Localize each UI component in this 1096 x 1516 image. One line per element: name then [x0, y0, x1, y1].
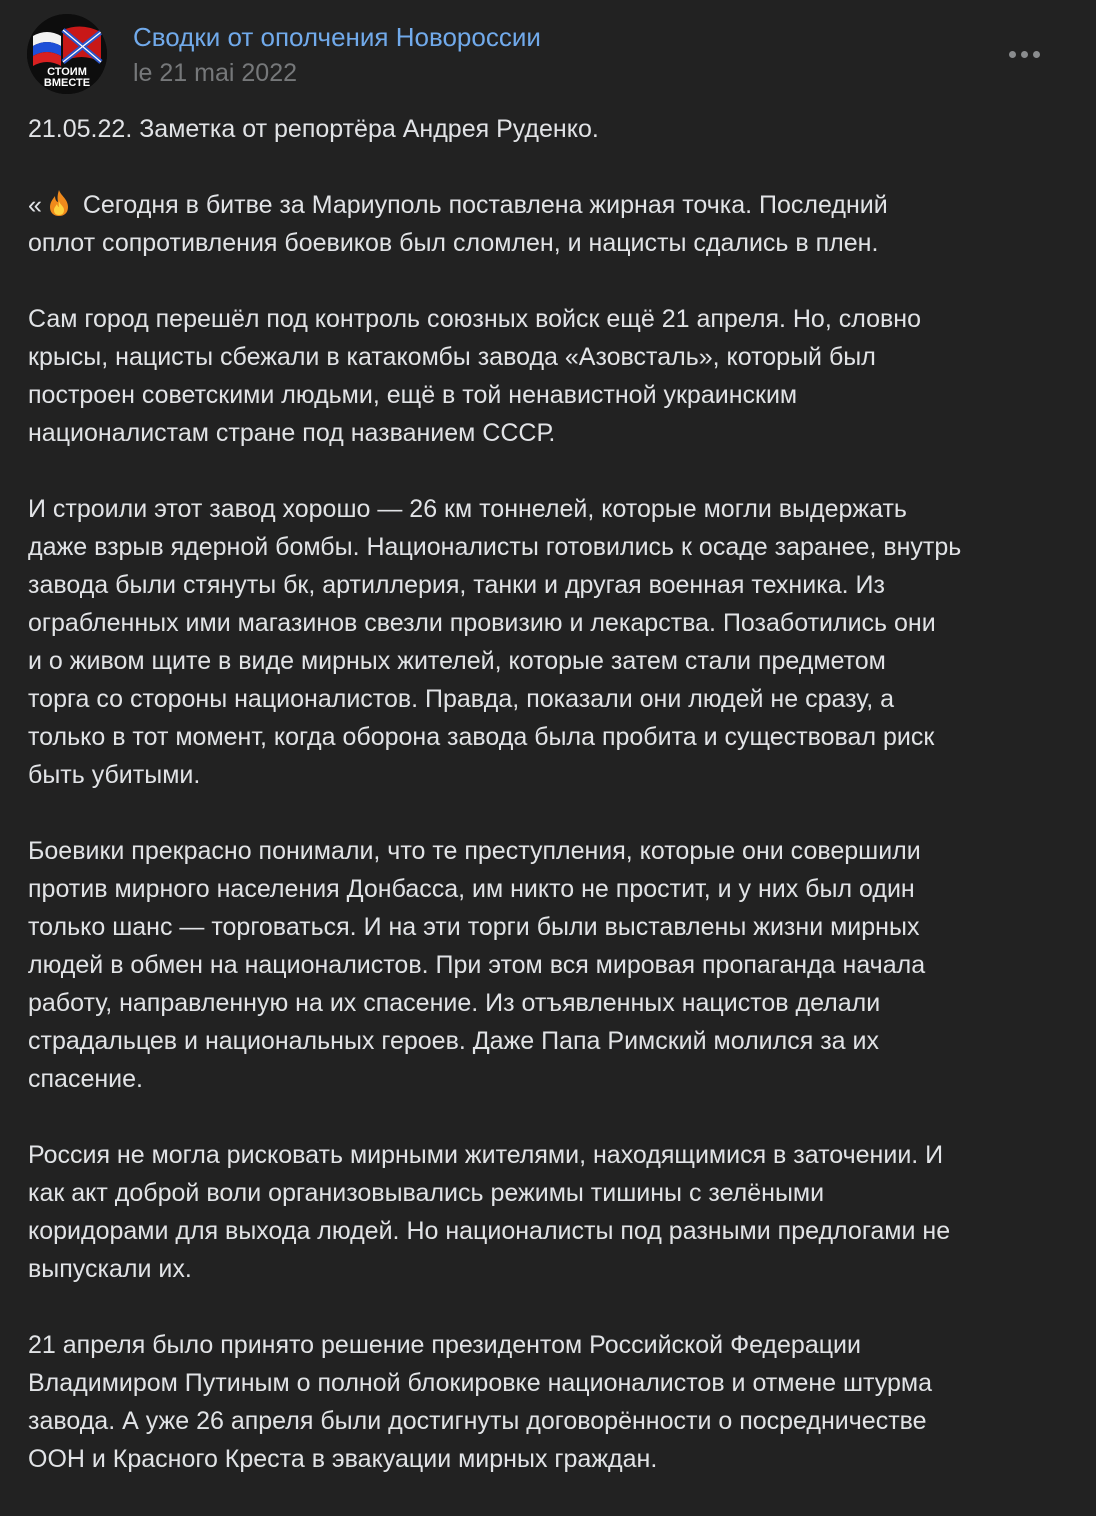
post-paragraph: 21 апреля было принято решение президентом Российской Федерации Владимиром Путиным о полной блокировке националистов и отмене штурма завода. А уже 26 апреля были достигнуты договорённости о посредничестве ООН и Красного Креста в эвакуации мирных граждан.	[28, 1331, 933, 1473]
post-paragraph: Боевики прекрасно понимали, что те преступления, которые они совершили против мирного населения Донбасса, им никто не простит, и у них был один только шанс — торговаться. И на эти торги были выставлены жизни мирных людей в обмен на националистов. При этом вся мировая пропаганда начала работу, направленную на их спасение. Из отъявленных нацистов делали страдальцев и национальных героев. Даже Папа Римский молился за их спасение.	[28, 837, 926, 1093]
post-paragraph: И строили этот завод хорошо — 26 км тоннелей, которые могли выдержать даже взрыв ядерной бомбы. Националисты готовились к осаде заранее, внутрь завода были стянуты бк, артиллерия, танки и другая военная техника. Из ограбленных ими магазинов свезли провизию и лекарства. Позаботились они и о живом щите в виде мирных жителей, которые затем стали предметом торга со стороны националистов. Правда, показали они людей не сразу, а только в тот момент, когда оборона завода была пробита и существовал риск быть убитыми.	[28, 495, 962, 789]
post-paragraph: 21.05.22. Заметка от репортёра Андрея Руденко.	[28, 115, 599, 143]
post-header	[0, 0, 1096, 105]
post-quote-paragraph	[28, 186, 1058, 262]
ellipsis-icon	[1033, 51, 1040, 58]
fire-icon	[44, 188, 74, 218]
channel-avatar[interactable]	[27, 14, 107, 94]
post-date-link[interactable]: le 21 mai 2022	[133, 59, 298, 87]
avatar-text-line1: СТОИМ	[47, 66, 87, 78]
more-options-button[interactable]	[996, 38, 1052, 70]
ellipsis-icon	[1009, 51, 1016, 58]
channel-name-link[interactable]: Сводки от ополчения Новороссии	[133, 22, 541, 52]
quote-open-mark: «	[28, 191, 42, 219]
post-paragraph: Сам город перешёл под контроль союзных войск ещё 21 апреля. Но, словно крысы, нацисты сбежали в катакомбы завода «Азовсталь», который был построен советскими людьми, ещё в той ненавистной украинским националистам стране под названием СССР.	[28, 305, 921, 447]
avatar-text-line2: ВМЕСТЕ	[43, 77, 91, 89]
post-paragraph: Россия не могла рисковать мирными жителями, находящимися в заточении. И как акт доброй воли организовывались режимы тишины с зелёными коридорами для выхода людей. Но националисты под разными предлогами не выпускали их.	[28, 1141, 951, 1283]
avatar-logo-icon	[27, 14, 107, 94]
post-text	[28, 110, 1058, 1516]
ellipsis-icon	[1021, 51, 1028, 58]
quote-text: Сегодня в битве за Мариуполь поставлена жирная точка. Последний оплот сопротивления боевиков был сломлен, и нацисты сдались в плен.	[28, 191, 888, 257]
